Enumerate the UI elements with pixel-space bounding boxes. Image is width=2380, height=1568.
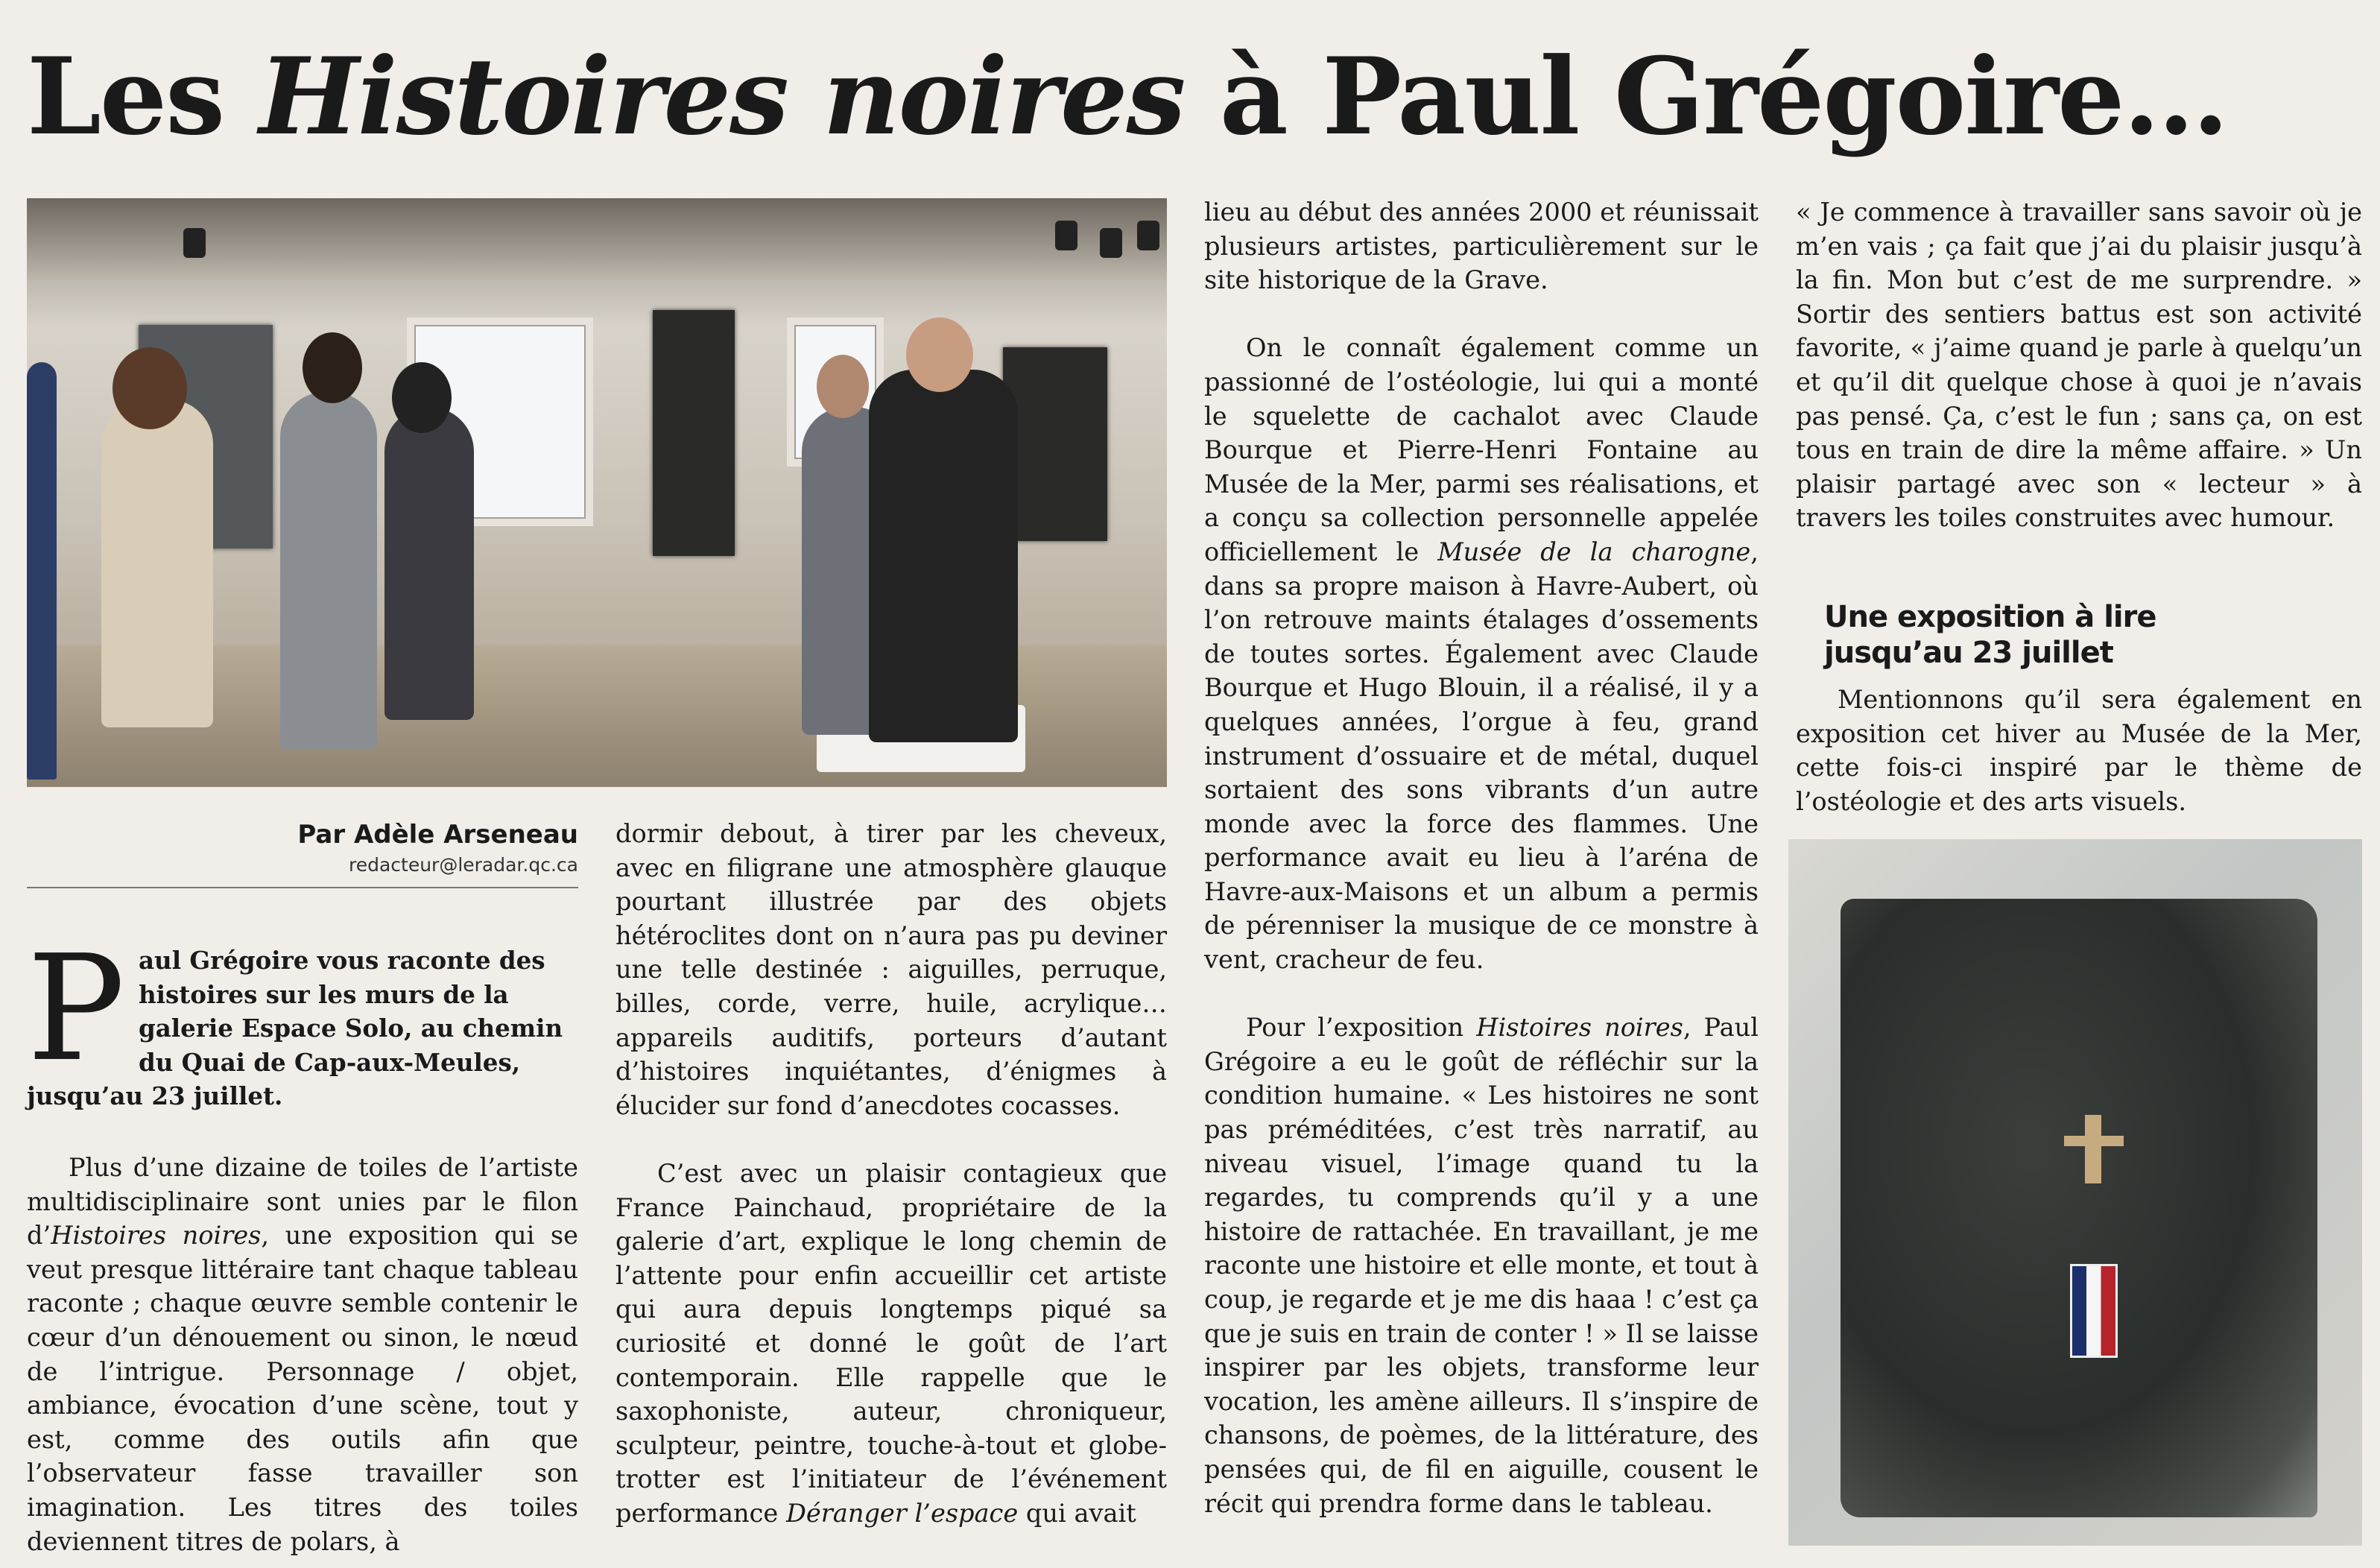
- col2-p2-text-a: C’est avec un plaisir contagieux que France Painchaud, propriétaire de la galerie d’art, explique le long chemin de l’attente pour enfin accueillir cet artiste qui aura depuis longtemps piqué sa curiosité et donné le goût de l’art contemporain. Elle rappelle que le saxophoniste, auteur, chroniqueur, sculpteur, peintre, touche-à-tout et globe-trotter est l’initiateur de l’événement performance: [615, 1158, 1167, 1528]
- col3-p2-italic: Musée de la charogne: [1437, 537, 1751, 566]
- col2-p2-italic: Déranger l’espace: [785, 1498, 1019, 1528]
- col2-paragraph-1: dormir debout, à tirer par les cheveux, avec en filigrane une atmosphère glauque pourtant illustrée par des objets hétéroclites dont on n’aura pas pu deviner une telle destinée : aiguilles, perruque, billes, corde, verre, huile, acrylique… appareils auditifs, porteurs d’autant d’histoires inquiétantes, d’énigmes à élucider sur fond d’anecdotes cocasses.: [615, 819, 1167, 1120]
- column-4-top: [1796, 195, 2362, 535]
- col3-p2-text-a: On le connaît également comme un passionné de l’ostéologie, lui qui a monté le squelette de cachalot avec Claude Bourque et Pierre-Henri Fontaine au Musée de la Mer, parmi ses réalisations, et a conçu sa collection personnelle appelée officiellement le: [1204, 333, 1759, 566]
- col1-paragraph-1: [27, 1151, 578, 1558]
- striped-ribbon: [2070, 1264, 2118, 1358]
- lede-indented: [139, 943, 578, 1079]
- lede-line-2: histoires sur les murs de la: [139, 979, 509, 1009]
- artwork-photo: [1788, 839, 2362, 1546]
- col3-p3-text-a: Pour l’exposition: [1246, 1013, 1477, 1043]
- headline-italic: Histoires noires: [259, 35, 1185, 159]
- drop-cap: P: [27, 924, 125, 1094]
- col1-p1-text-b: , une exposition qui se veut presque littéraire tant chaque tableau raconte ; chaque œuvre semble contenir le cœur d’un dénouement ou sinon, le nœud de l’intrigue. Personnage / objet, ambiance, évocation d’une scène, tout y est, comme des outils afin que l’observateur fasse travailler son imagination. Les titres des toiles deviennent titres de polars, à: [27, 1221, 578, 1556]
- wooden-cross: [2085, 1115, 2101, 1183]
- byline-rule: [27, 887, 578, 888]
- col4-paragraph-2: Mentionnons qu’il sera également en exposition cet hiver au Musée de la Mer, cette fois-ci inspiré par le thème de l’ostéologie et des arts visuels.: [1796, 685, 2362, 816]
- column-1: [27, 1151, 578, 1558]
- col3-p3-text-b: , Paul Grégoire a eu le goût de réfléchir sur la condition humaine. « Les histoires ne sont pas préméditées, c’est très narratif, au niveau visuel, l’image quand tu la regardes, tu comprends qu’il y a une histoire de rattachée. En travaillant, je me raconte une histoire et elle monte, et tout à coup, je regarde et je me dis haaa ! c’est ça que je suis en train de conter ! » Il se laisse inspirer par les objets, transforme leur vocation, les amène ailleurs. Il s’inspire de chansons, de poèmes, de la littérature, des pensées qui, de fil en aiguille, cousent le récit qui prendra forme dans le tableau.: [1204, 1013, 1759, 1518]
- col4-paragraph-1: « Je commence à travailler sans savoir où je m’en vais ; ça fait que j’ai du plaisir jusqu’à la fin. Mon but c’est de me surprendre. » Sortir des sentiers battus est son activité favorite, « j’aime quand je parle à quelqu’un et qu’il dit quelque chose à quoi je n’avais pas pensé. Ça, c’est le fun ; sans ça, on est tous en train de dire la même affaire. » Un plaisir partagé avec son « lecteur » à travers les toiles construites avec humour.: [1796, 197, 2362, 533]
- headline-post: à Paul Grégoire…: [1184, 35, 2228, 159]
- col2-paragraph-2: [615, 1157, 1167, 1531]
- lede-last-line: jusqu’au 23 juillet.: [27, 1081, 283, 1110]
- gallery-photo: [27, 198, 1167, 787]
- col2-p2-text-b: qui avait: [1018, 1498, 1136, 1528]
- col3-paragraph-3: [1204, 1011, 1759, 1520]
- lede-line-4: du Quai de Cap-aux-Meules,: [139, 1047, 521, 1077]
- dark-painting: [1841, 899, 2317, 1517]
- column-3: [1204, 195, 1759, 1520]
- column-4-bottom: [1796, 683, 2362, 818]
- col3-p3-italic: Histoires noires: [1476, 1013, 1683, 1043]
- byline-email: redacteur@leradar.qc.ca: [348, 854, 578, 876]
- headline-pre: Les: [27, 35, 259, 159]
- col3-paragraph-1: lieu au début des années 2000 et réunissait plusieurs artistes, particulièrement sur le site historique de la Grave.: [1204, 197, 1759, 295]
- col1-p1-text-a: Plus d’une dizaine de toiles de l’artiste multidisciplinaire sont unies par le filon d’: [27, 1153, 578, 1251]
- column-2: [615, 817, 1167, 1530]
- subhead-line-2: jusqu’au 23 juillet: [1824, 636, 2113, 670]
- subhead-line-1: Une exposition à lire: [1824, 600, 2156, 634]
- col1-p1-italic: Histoires noires: [51, 1221, 262, 1251]
- headline: [27, 30, 2352, 164]
- col3-p2-text-b: , dans sa propre maison à Havre-Aubert, où l’on retrouve maints étalages d’ossements de toutes sortes. Également avec Claude Bourque et Hugo Blouin, il a réalisé, il y a quelques années, l’orgue à feu, grand instrument d’ossuaire et de métal, duquel sortaient des sons vibrants d’un autre monde avec la force des flammes. Une performance avait eu lieu à l’aréna de Havre-aux-Maisons et un album a permis de pérenniser la musique de ce monstre à vent, cracheur de feu.: [1204, 537, 1759, 975]
- lede-line-3: galerie Espace Solo, au chemin: [139, 1014, 563, 1043]
- byline-author: Par Adèle Arseneau: [297, 820, 578, 850]
- subhead: [1824, 599, 2361, 671]
- lede-line-1: aul Grégoire vous raconte des: [139, 946, 545, 975]
- col3-paragraph-2: [1204, 331, 1759, 976]
